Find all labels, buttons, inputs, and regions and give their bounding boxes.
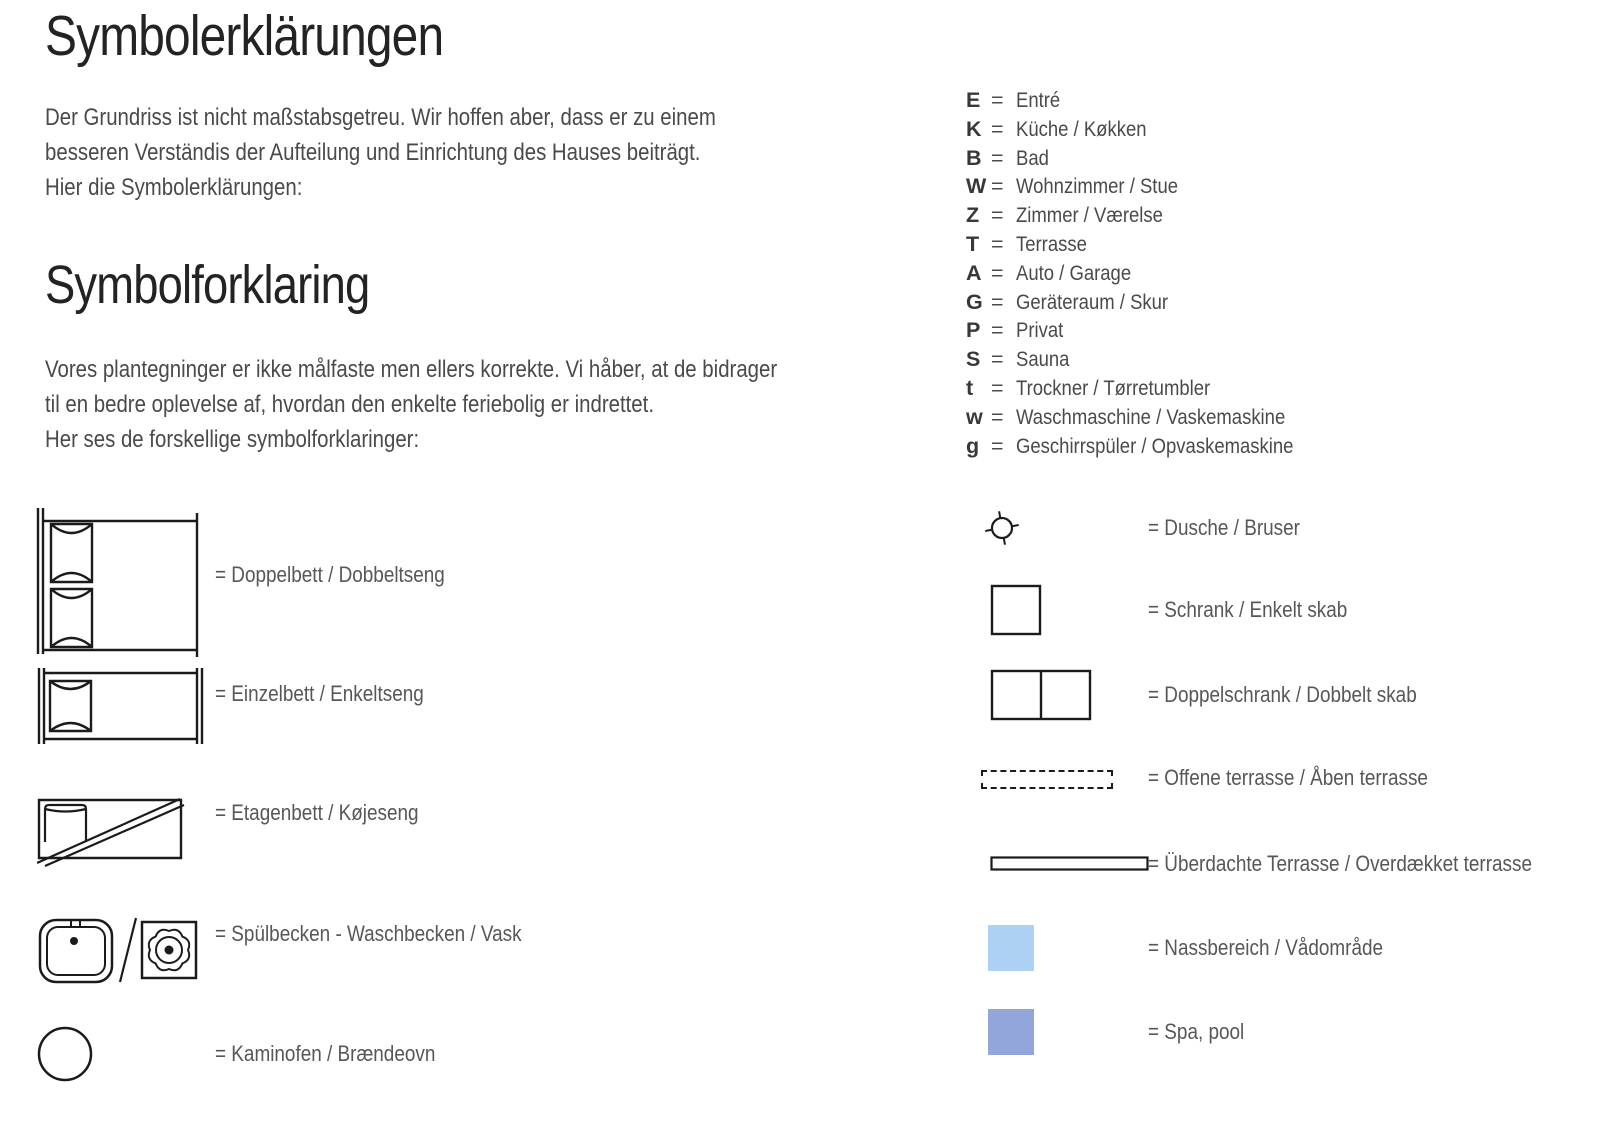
- legend-row-kitchen: [966, 115, 1386, 144]
- legend-row-livingroom: [966, 172, 1386, 201]
- bunk-bed-label: = Etagenbett / Køjeseng: [215, 800, 419, 825]
- equals-sign: =: [991, 116, 1004, 141]
- intro-de-line1: Der Grundriss ist nicht maßstabsgetreu. Wir hoffen aber, dass er zu einem: [45, 104, 716, 131]
- intro-de-line2: besseren Verständis der Aufteilung und Einrichtung des Hauses beiträgt.: [45, 139, 701, 166]
- single-wardrobe-icon: [990, 584, 1042, 636]
- equals-sign: =: [991, 88, 1004, 112]
- page-title-german: Symbolerklärungen: [45, 4, 444, 68]
- legend-row-room: [966, 201, 1386, 230]
- double-bed-icon: [34, 505, 206, 657]
- legend-key: W: [966, 174, 987, 199]
- legend-key: E: [966, 88, 981, 112]
- equals-sign: =: [991, 203, 1004, 228]
- legend-row-bath: [966, 144, 1386, 173]
- covered-terrace-label: = Überdachte Terrasse / Overdækket terrasse: [1148, 851, 1533, 876]
- equals-sign: =: [991, 145, 1004, 170]
- legend-key: Z: [966, 203, 980, 228]
- equals-sign: =: [991, 318, 1004, 343]
- equals-sign: =: [991, 375, 1004, 400]
- legend-value: Küche / Køkken: [1016, 116, 1147, 141]
- legend-value: Trockner / Tørretumbler: [1016, 375, 1211, 400]
- legend-value: Bad: [1016, 145, 1049, 170]
- legend-row-shed: [966, 288, 1386, 317]
- wet-area-label: = Nassbereich / Vådområde: [1148, 935, 1384, 960]
- legend-key: B: [966, 145, 982, 170]
- legend-row-washingmachine: [966, 403, 1386, 432]
- covered-terrace-icon: [990, 856, 1150, 872]
- legend-row-garage: [966, 259, 1386, 288]
- single-bed-label: = Einzelbett / Enkeltseng: [215, 681, 424, 706]
- sink-washbasin-icon: [38, 912, 203, 988]
- intro-da-line1: Vores plantegninger er ikke målfaste men ellers korrekte. Vi håber, at de bidrager: [45, 356, 778, 383]
- equals-sign: =: [991, 174, 1004, 199]
- letter-legend: [966, 86, 1386, 460]
- equals-sign: =: [991, 289, 1004, 314]
- single-bed-icon: [36, 663, 208, 749]
- legend-row-dishwasher: [966, 432, 1386, 461]
- legend-row-entree: [966, 86, 1386, 115]
- legend-value: Waschmaschine / Vaskemaskine: [1016, 404, 1286, 429]
- legend-key: T: [966, 231, 980, 256]
- legend-row-private: [966, 316, 1386, 345]
- equals-sign: =: [991, 347, 1004, 372]
- legend-value: Terrasse: [1016, 231, 1087, 256]
- legend-value: Wohnzimmer / Stue: [1016, 174, 1179, 199]
- intro-da-line3: Her ses de forskellige symbolforklaringer:: [45, 426, 420, 453]
- legend-value: Geschirrspüler / Opvaskemaskine: [1016, 433, 1294, 458]
- legend-row-terrace: [966, 230, 1386, 259]
- equals-sign: =: [991, 433, 1004, 458]
- intro-da-line2: til en bedre oplevelse af, hvordan den enkelte feriebolig er indrettet.: [45, 391, 654, 418]
- wood-stove-label: = Kaminofen / Brændeovn: [215, 1041, 436, 1066]
- bunk-bed-icon: [37, 796, 187, 868]
- wood-stove-icon: [36, 1025, 94, 1083]
- legend-key: w: [966, 404, 983, 429]
- legend-row-sauna: [966, 345, 1386, 374]
- wet-area-swatch: [988, 925, 1034, 971]
- legend-key: g: [966, 433, 980, 458]
- spa-pool-label: = Spa, pool: [1148, 1019, 1245, 1044]
- single-wardrobe-label: = Schrank / Enkelt skab: [1148, 597, 1348, 622]
- spa-pool-swatch: [988, 1009, 1034, 1055]
- legend-key: G: [966, 289, 983, 314]
- legend-value: Sauna: [1016, 347, 1070, 372]
- legend-key: A: [966, 260, 982, 285]
- shower-icon: [982, 508, 1022, 548]
- double-wardrobe-icon: [990, 669, 1092, 721]
- intro-paragraph-german: [45, 100, 834, 205]
- intro-paragraph-danish: [45, 352, 906, 457]
- intro-de-line3: Hier die Symbolerklärungen:: [45, 174, 303, 201]
- legend-key: P: [966, 318, 981, 343]
- open-terrace-label: = Offene terrasse / Åben terrasse: [1148, 765, 1428, 790]
- legend-key: K: [966, 116, 982, 141]
- equals-sign: =: [991, 404, 1004, 429]
- open-terrace-icon: [981, 770, 1113, 789]
- legend-value: Zimmer / Værelse: [1016, 203, 1163, 228]
- double-wardrobe-label: = Doppelschrank / Dobbelt skab: [1148, 682, 1417, 707]
- legend-key: S: [966, 347, 981, 372]
- shower-label: = Dusche / Bruser: [1148, 515, 1300, 540]
- equals-sign: =: [991, 260, 1004, 285]
- legend-row-dryer: [966, 374, 1386, 403]
- sink-washbasin-label: = Spülbecken - Waschbecken / Vask: [215, 921, 522, 946]
- double-bed-label: = Doppelbett / Dobbeltseng: [215, 562, 445, 587]
- equals-sign: =: [991, 231, 1004, 256]
- legend-value: Entré: [1016, 88, 1061, 112]
- legend-value: Geräteraum / Skur: [1016, 289, 1169, 314]
- legend-key: t: [966, 375, 974, 400]
- legend-value: Privat: [1016, 318, 1064, 343]
- legend-value: Auto / Garage: [1016, 260, 1132, 285]
- page-title-danish: Symbolforklaring: [45, 255, 370, 315]
